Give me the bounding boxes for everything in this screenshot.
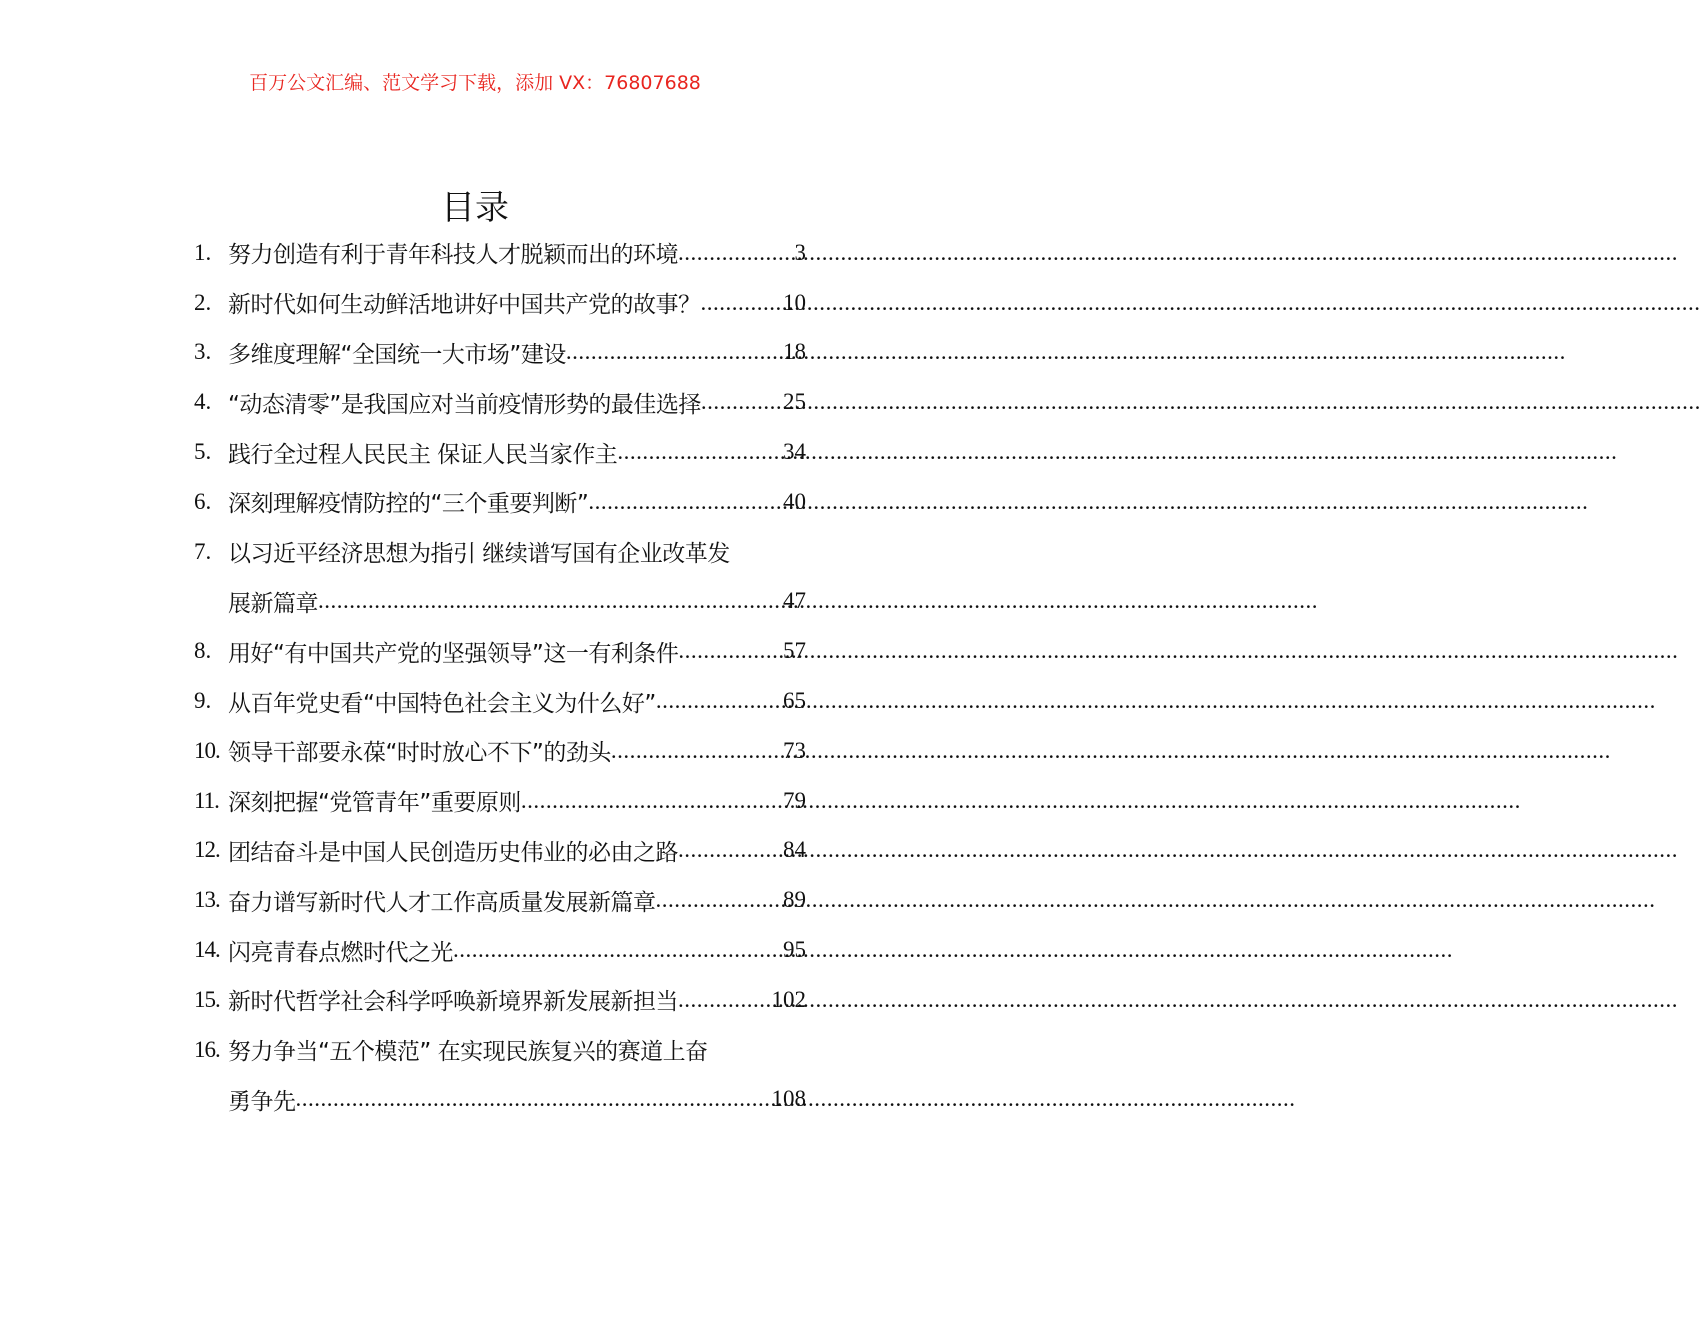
toc-entry-line[interactable] (194, 527, 806, 577)
toc-page-number: 47 (783, 588, 806, 614)
toc-entry-number: 10. (194, 737, 220, 763)
toc-entry-title: 用好“有中国共产党的坚强领导”这一有利条件 (228, 640, 679, 667)
toc-entry-title: 展新篇章 (228, 590, 318, 617)
toc-entry-title: 以习近平经济思想为指引 继续谱写国有企业改革发 (228, 541, 730, 568)
toc-entry-number: 3. (194, 339, 212, 365)
toc-entry-number: 8. (194, 638, 212, 664)
toc-dot-leader (588, 489, 783, 515)
toc-entry-line[interactable] (194, 377, 806, 427)
toc-page-number: 25 (783, 389, 806, 415)
toc-entry-number: 16. (194, 1036, 220, 1062)
toc-entry-title: 闪亮青春点燃时代之光 (228, 939, 453, 966)
toc-page-number: 40 (783, 488, 806, 514)
toc-entry-number: 6. (194, 488, 212, 514)
toc-entry-title: 新时代如何生动鲜活地讲好中国共产党的故事？ (228, 292, 701, 319)
toc-entry-number: 5. (194, 439, 212, 465)
toc-entry-number: 12. (194, 837, 220, 863)
toc-page-number: 89 (783, 887, 806, 913)
toc-entry-title: “动态清零”是我国应对当前疫情形势的最佳选择 (228, 391, 701, 418)
toc-dot-leader (318, 588, 783, 614)
toc-dot-leader (566, 339, 783, 365)
toc-page-number: 3 (794, 239, 806, 265)
toc-entry-line[interactable] (194, 676, 806, 726)
toc-entry-title: 团结奋斗是中国人民创造历史伟业的必由之路 (228, 839, 678, 866)
toc-dot-leader (656, 688, 783, 714)
toc-entry-line[interactable] (194, 1025, 806, 1075)
toc-page-number: 57 (783, 638, 806, 664)
toc-dot-leader (678, 638, 783, 664)
toc-page-number: 79 (783, 787, 806, 813)
toc-dot-leader (617, 439, 783, 465)
toc-dot-leader (701, 290, 784, 316)
toc-entry-number: 15. (194, 986, 220, 1012)
toc-entry-line[interactable] (194, 726, 806, 776)
toc-entry-line[interactable] (194, 477, 806, 527)
toc-entry-line[interactable] (194, 776, 806, 826)
toc-entry-number: 1. (194, 239, 212, 265)
toc-dot-leader (678, 987, 772, 1013)
toc-entry-number: 7. (194, 538, 212, 564)
toc-entry-title: 从百年党史看“中国特色社会主义为什么好” (228, 690, 656, 717)
toc-entry-line[interactable] (194, 925, 806, 975)
toc-entry-line[interactable] (194, 427, 806, 477)
toc-entry-title: 践行全过程人民民主 保证人民当家作主 (228, 441, 618, 468)
toc-entry-line[interactable] (194, 875, 806, 925)
toc-entry-number: 9. (194, 688, 212, 714)
toc-entry-title: 勇争先 (228, 1088, 296, 1115)
toc-entry-number: 13. (194, 887, 220, 913)
toc-entry-line[interactable] (194, 826, 806, 876)
toc-entry-number: 11. (194, 787, 219, 813)
toc-dot-leader (521, 788, 783, 814)
toc-entry-title: 深刻理解疫情防控的“三个重要判断” (228, 491, 589, 518)
toc-dot-leader (296, 1086, 772, 1112)
toc-page-number: 95 (783, 937, 806, 963)
toc-entry-title: 奋力谱写新时代人才工作高质量发展新篇章 (228, 889, 656, 916)
toc-page-number: 10 (783, 289, 806, 315)
toc-entry-title: 努力争当“五个模范” 在实现民族复兴的赛道上奋 (228, 1039, 708, 1066)
toc-entry-line[interactable] (194, 577, 806, 627)
toc-entry-title: 多维度理解“全国统一大市场”建设 (228, 341, 566, 368)
toc-entry-line[interactable] (194, 975, 806, 1025)
toc-dot-leader (656, 887, 784, 913)
toc-entry-line[interactable] (194, 626, 806, 676)
toc-entry-line[interactable] (194, 328, 806, 378)
toc-dot-leader (453, 937, 783, 963)
toc-entry-title: 努力创造有利于青年科技人才脱颖而出的环境 (228, 242, 678, 269)
page-title: 目录 (441, 188, 509, 228)
toc-dot-leader (611, 738, 783, 764)
toc-entry-title: 领导干部要永葆“时时放心不下”的劲头 (228, 740, 611, 767)
toc-dot-leader (678, 240, 795, 266)
toc-dot-leader (678, 837, 783, 863)
toc-page-number: 84 (783, 837, 806, 863)
toc-entry-title: 新时代哲学社会科学呼唤新境界新发展新担当 (228, 989, 678, 1016)
toc-page-number: 65 (783, 688, 806, 714)
toc-page-number: 18 (783, 339, 806, 365)
toc-entry-number: 4. (194, 389, 212, 415)
toc-page-number: 73 (783, 737, 806, 763)
toc-entry-number: 14. (194, 937, 220, 963)
toc-entry-line[interactable] (194, 1075, 806, 1125)
toc-entry-number: 2. (194, 289, 212, 315)
toc-entry-title: 深刻把握“党管青年”重要原则 (228, 790, 521, 817)
toc-page-number: 34 (783, 439, 806, 465)
toc-page-number: 102 (771, 986, 806, 1012)
toc-dot-leader (701, 389, 783, 415)
table-of-contents (194, 228, 806, 1124)
toc-entry-line[interactable] (194, 278, 806, 328)
toc-entry-line[interactable] (194, 228, 806, 278)
toc-page-number: 108 (771, 1086, 806, 1112)
watermark-header: 百万公文汇编、范文学习下载，添加 VX：76807688 (249, 72, 701, 94)
